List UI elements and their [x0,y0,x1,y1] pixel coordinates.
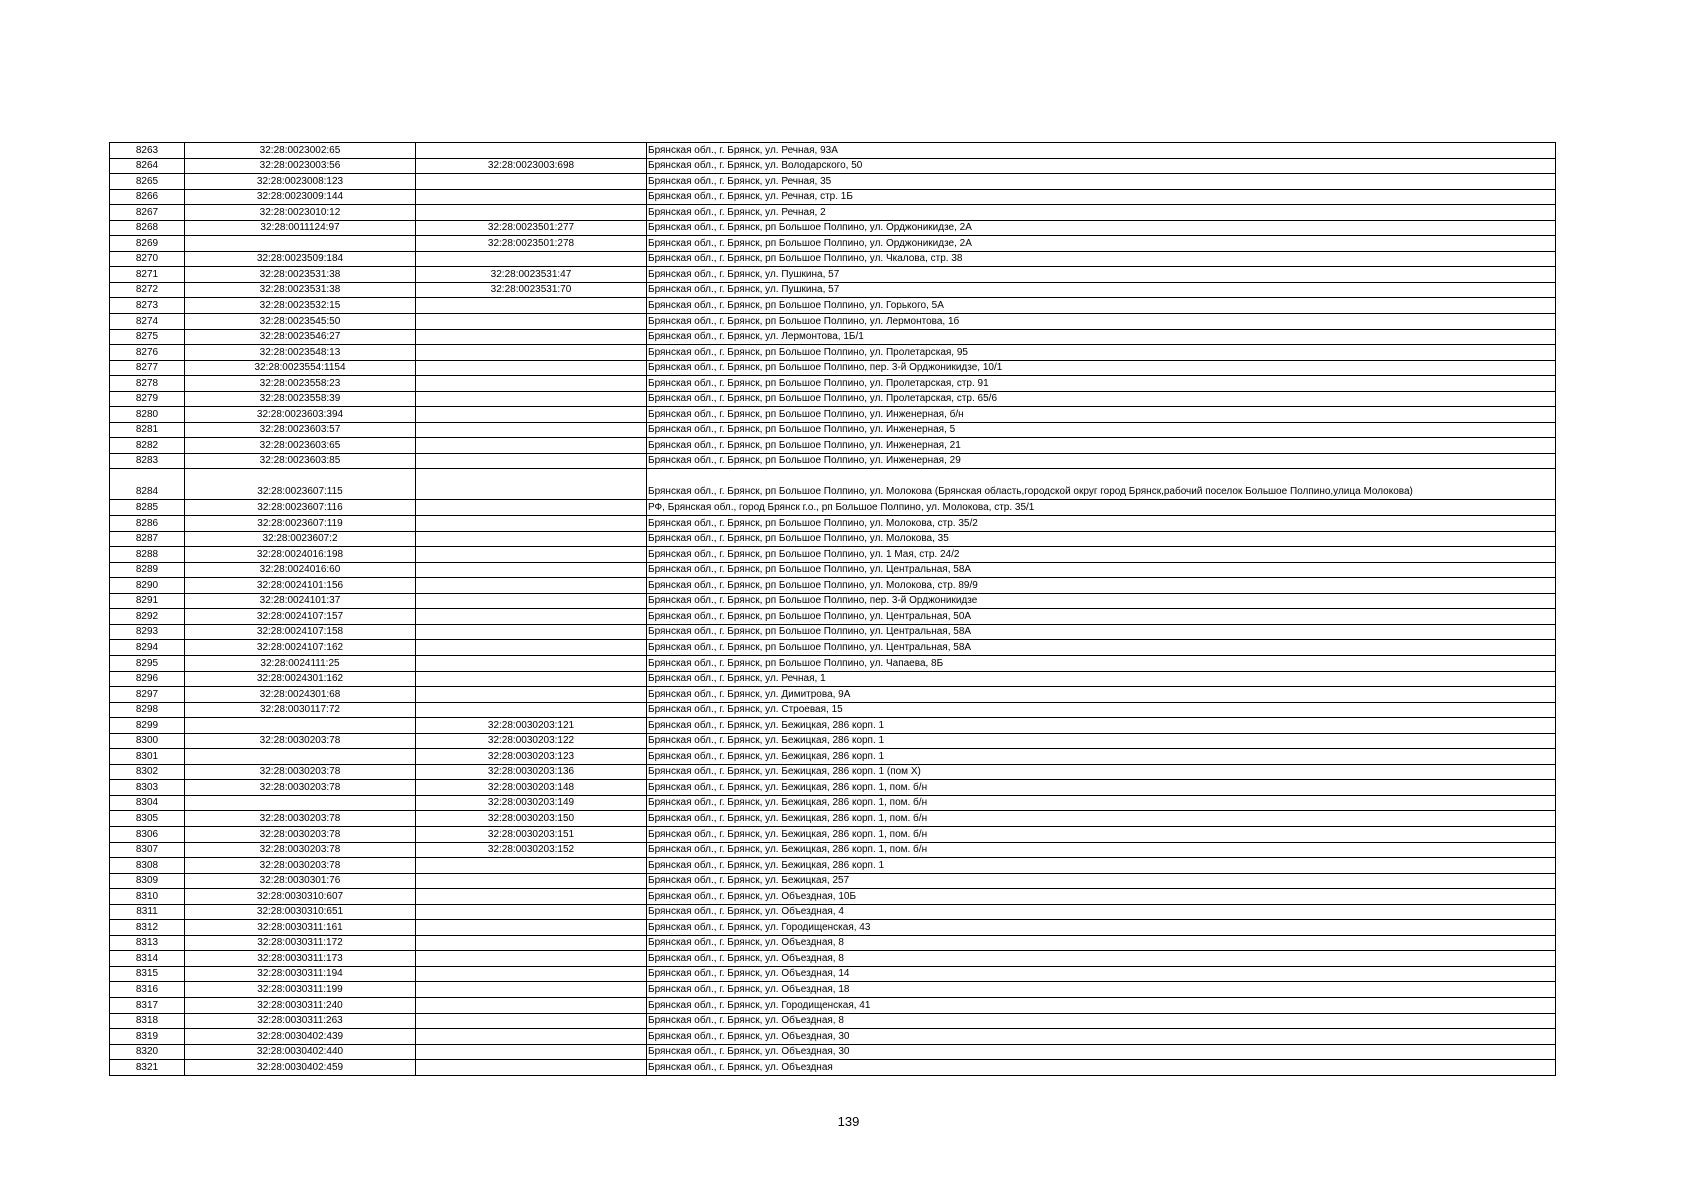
object-cadastral-number-cell [416,671,647,687]
table-row [110,562,1556,578]
cadastral-number-cell: 32:28:0023607:116 [185,500,416,516]
table-row [110,609,1556,625]
row-number-cell: 8295 [110,655,185,671]
table-row [110,733,1556,749]
cadastral-number-cell: 32:28:0030203:78 [185,842,416,858]
address-cell: Брянская обл., г. Брянск, рп Большое Полпино, ул. Чапаева, 8Б [647,655,1556,671]
table-row [110,453,1556,469]
address-cell: Брянская обл., г. Брянск, ул. Бежицкая, 286 корп. 1 [647,858,1556,874]
row-number-cell: 8284 [110,469,185,500]
table-row [110,345,1556,361]
table-row [110,469,1556,500]
row-number-cell: 8309 [110,873,185,889]
object-cadastral-number-cell [416,174,647,190]
table-row [110,422,1556,438]
object-cadastral-number-cell [416,143,647,159]
table-row [110,889,1556,905]
cadastral-number-cell: 32:28:0024101:156 [185,578,416,594]
address-cell: Брянская обл., г. Брянск, ул. Бежицкая, 286 корп. 1 (пом X) [647,764,1556,780]
object-cadastral-number-cell: 32:28:0030203:152 [416,842,647,858]
address-cell: Брянская обл., г. Брянск, рп Большое Полпино, ул. Центральная, 58А [647,640,1556,656]
address-cell: Брянская обл., г. Брянск, ул. Строевая, 15 [647,702,1556,718]
cadastral-number-cell: 32:28:0030402:440 [185,1044,416,1060]
row-number-cell: 8279 [110,391,185,407]
address-cell: Брянская обл., г. Брянск, рп Большое Полпино, ул. Пролетарская, стр. 91 [647,376,1556,392]
address-cell: Брянская обл., г. Брянск, рп Большое Полпино, ул. Инженерная, 21 [647,438,1556,454]
row-number-cell: 8286 [110,516,185,532]
cadastral-number-cell: 32:28:0023003:56 [185,158,416,174]
table-row [110,718,1556,734]
row-number-cell: 8289 [110,562,185,578]
table-row [110,873,1556,889]
address-cell: Брянская обл., г. Брянск, рп Большое Полпино, ул. Инженерная, 5 [647,422,1556,438]
page-number: 139 [837,1114,860,1129]
address-cell: Брянская обл., г. Брянск, ул. Речная, 1 [647,671,1556,687]
table-row [110,298,1556,314]
cadastral-number-cell: 32:28:0011124:97 [185,220,416,236]
table-row [110,935,1556,951]
address-cell: Брянская обл., г. Брянск, ул. Объездная, 30 [647,1029,1556,1045]
cadastral-number-cell: 32:28:0030402:459 [185,1060,416,1076]
object-cadastral-number-cell: 32:28:0023501:277 [416,220,647,236]
address-cell: Брянская обл., г. Брянск, рп Большое Полпино, пер. 3-й Орджоникидзе [647,593,1556,609]
row-number-cell: 8319 [110,1029,185,1045]
cadastral-number-cell: 32:28:0023009:144 [185,189,416,205]
object-cadastral-number-cell [416,1044,647,1060]
row-number-cell: 8296 [110,671,185,687]
cadastral-number-cell: 32:28:0023558:39 [185,391,416,407]
address-cell: Брянская обл., г. Брянск, рп Большое Полпино, ул. Центральная, 58А [647,562,1556,578]
table-row [110,858,1556,874]
object-cadastral-number-cell [416,547,647,563]
table-row [110,655,1556,671]
row-number-cell: 8308 [110,858,185,874]
cadastral-number-cell: 32:28:0023545:50 [185,314,416,330]
cadastral-number-cell: 32:28:0030310:607 [185,889,416,905]
table-row [110,811,1556,827]
object-cadastral-number-cell [416,376,647,392]
cadastral-number-cell: 32:28:0024107:157 [185,609,416,625]
address-cell: РФ, Брянская обл., город Брянск г.о., рп Большое Полпино, ул. Молокова, стр. 35/1 [647,500,1556,516]
object-cadastral-number-cell [416,593,647,609]
row-number-cell: 8313 [110,935,185,951]
row-number-cell: 8314 [110,951,185,967]
row-number-cell: 8278 [110,376,185,392]
object-cadastral-number-cell [416,655,647,671]
object-cadastral-number-cell [416,889,647,905]
row-number-cell: 8271 [110,267,185,283]
object-cadastral-number-cell [416,982,647,998]
address-cell: Брянская обл., г. Брянск, ул. Речная, 2 [647,205,1556,221]
row-number-cell: 8269 [110,236,185,252]
cadastral-number-cell: 32:28:0023558:23 [185,376,416,392]
cadastral-number-cell: 32:28:0023603:57 [185,422,416,438]
table-row [110,966,1556,982]
cadastral-number-cell: 32:28:0023546:27 [185,329,416,345]
object-cadastral-number-cell [416,997,647,1013]
cadastral-number-cell: 32:28:0023607:115 [185,469,416,500]
address-cell: Брянская обл., г. Брянск, ул. Бежицкая, 286 корп. 1, пом. б/н [647,826,1556,842]
table-row [110,764,1556,780]
row-number-cell: 8301 [110,749,185,765]
object-cadastral-number-cell [416,516,647,532]
row-number-cell: 8300 [110,733,185,749]
address-cell: Брянская обл., г. Брянск, ул. Городищенская, 41 [647,997,1556,1013]
object-cadastral-number-cell: 32:28:0030203:121 [416,718,647,734]
row-number-cell: 8292 [110,609,185,625]
cadastral-number-cell: 32:28:0024301:68 [185,687,416,703]
cadastral-number-cell: 32:28:0030402:439 [185,1029,416,1045]
table-row [110,189,1556,205]
cadastral-number-cell: 32:28:0024016:60 [185,562,416,578]
object-cadastral-number-cell [416,858,647,874]
object-cadastral-number-cell [416,531,647,547]
cadastral-number-cell: 32:28:0023509:184 [185,251,416,267]
address-cell: Брянская обл., г. Брянск, ул. Володарского, 50 [647,158,1556,174]
object-cadastral-number-cell [416,345,647,361]
row-number-cell: 8276 [110,345,185,361]
row-number-cell: 8318 [110,1013,185,1029]
cadastral-number-cell: 32:28:0023008:123 [185,174,416,190]
cadastral-number-cell [185,795,416,811]
row-number-cell: 8294 [110,640,185,656]
address-cell: Брянская обл., г. Брянск, ул. Объездная, 18 [647,982,1556,998]
row-number-cell: 8277 [110,360,185,376]
object-cadastral-number-cell [416,578,647,594]
cadastral-number-cell: 32:28:0030311:194 [185,966,416,982]
object-cadastral-number-cell [416,314,647,330]
row-number-cell: 8275 [110,329,185,345]
address-cell: Брянская обл., г. Брянск, ул. Пушкина, 57 [647,267,1556,283]
table-row [110,920,1556,936]
address-cell: Брянская обл., г. Брянск, рп Большое Полпино, ул. Молокова, 35 [647,531,1556,547]
registry-table [109,142,1556,1076]
object-cadastral-number-cell [416,453,647,469]
row-number-cell: 8311 [110,904,185,920]
cadastral-number-cell [185,749,416,765]
object-cadastral-number-cell [416,687,647,703]
row-number-cell: 8299 [110,718,185,734]
row-number-cell: 8281 [110,422,185,438]
cadastral-number-cell: 32:28:0030311:199 [185,982,416,998]
cadastral-number-cell: 32:28:0030203:78 [185,858,416,874]
object-cadastral-number-cell [416,966,647,982]
row-number-cell: 8264 [110,158,185,174]
row-number-cell: 8307 [110,842,185,858]
table-row [110,516,1556,532]
cadastral-number-cell: 32:28:0024111:25 [185,655,416,671]
address-cell: Брянская обл., г. Брянск, ул. Бежицкая, 286 корп. 1, пом. б/н [647,780,1556,796]
address-cell: Брянская обл., г. Брянск, ул. Бежицкая, 286 корп. 1 [647,733,1556,749]
table-row [110,1029,1556,1045]
cadastral-number-cell: 32:28:0030311:173 [185,951,416,967]
cadastral-number-cell: 32:28:0023532:15 [185,298,416,314]
row-number-cell: 8312 [110,920,185,936]
table-row [110,997,1556,1013]
cadastral-number-cell: 32:28:0030203:78 [185,780,416,796]
row-number-cell: 8290 [110,578,185,594]
table-row [110,951,1556,967]
table-row [110,702,1556,718]
address-cell: Брянская обл., г. Брянск, ул. Бежицкая, 286 корп. 1 [647,718,1556,734]
row-number-cell: 8280 [110,407,185,423]
row-number-cell: 8274 [110,314,185,330]
row-number-cell: 8298 [110,702,185,718]
address-cell: Брянская обл., г. Брянск, рп Большое Полпино, ул. Чкалова, стр. 38 [647,251,1556,267]
cadastral-number-cell: 32:28:0023531:38 [185,267,416,283]
table-row [110,158,1556,174]
table-row [110,842,1556,858]
table-row [110,1044,1556,1060]
table-row [110,376,1556,392]
object-cadastral-number-cell [416,624,647,640]
table-row [110,438,1556,454]
table-row [110,143,1556,159]
address-cell: Брянская обл., г. Брянск, рп Большое Полпино, пер. 3-й Орджоникидзе, 10/1 [647,360,1556,376]
address-cell: Брянская обл., г. Брянск, ул. Речная, 35 [647,174,1556,190]
address-cell: Брянская обл., г. Брянск, рп Большое Полпино, ул. Молокова, стр. 35/2 [647,516,1556,532]
table-row [110,780,1556,796]
address-cell: Брянская обл., г. Брянск, ул. Объездная, 14 [647,966,1556,982]
object-cadastral-number-cell [416,422,647,438]
object-cadastral-number-cell [416,205,647,221]
object-cadastral-number-cell: 32:28:0030203:122 [416,733,647,749]
object-cadastral-number-cell [416,873,647,889]
row-number-cell: 8315 [110,966,185,982]
table-row [110,205,1556,221]
table-row [110,267,1556,283]
row-number-cell: 8283 [110,453,185,469]
cadastral-number-cell: 32:28:0024016:198 [185,547,416,563]
row-number-cell: 8316 [110,982,185,998]
table-row [110,391,1556,407]
table-row [110,1013,1556,1029]
address-cell: Брянская обл., г. Брянск, ул. Бежицкая, 257 [647,873,1556,889]
table-row [110,749,1556,765]
row-number-cell: 8285 [110,500,185,516]
cadastral-number-cell: 32:28:0030310:651 [185,904,416,920]
object-cadastral-number-cell: 32:28:0030203:123 [416,749,647,765]
object-cadastral-number-cell [416,298,647,314]
cadastral-number-cell: 32:28:0030311:161 [185,920,416,936]
address-cell: Брянская обл., г. Брянск, рп Большое Полпино, ул. Пролетарская, стр. 65/6 [647,391,1556,407]
object-cadastral-number-cell [416,329,647,345]
cadastral-number-cell: 32:28:0030301:76 [185,873,416,889]
table-row [110,795,1556,811]
address-cell: Брянская обл., г. Брянск, ул. Объездная [647,1060,1556,1076]
row-number-cell: 8267 [110,205,185,221]
cadastral-number-cell: 32:28:0030311:240 [185,997,416,1013]
cadastral-number-cell: 32:28:0023607:2 [185,531,416,547]
object-cadastral-number-cell: 32:28:0030203:148 [416,780,647,796]
row-number-cell: 8287 [110,531,185,547]
object-cadastral-number-cell: 32:28:0030203:136 [416,764,647,780]
cadastral-number-cell: 32:28:0023548:13 [185,345,416,361]
object-cadastral-number-cell: 32:28:0023501:278 [416,236,647,252]
row-number-cell: 8270 [110,251,185,267]
registry-table-body [110,143,1556,1076]
address-cell: Брянская обл., г. Брянск, ул. Бежицкая, 286 корп. 1, пом. б/н [647,842,1556,858]
address-cell: Брянская обл., г. Брянск, ул. Объездная, 8 [647,1013,1556,1029]
table-row [110,360,1556,376]
table-row [110,593,1556,609]
table-row [110,578,1556,594]
address-cell: Брянская обл., г. Брянск, ул. Бежицкая, 286 корп. 1 [647,749,1556,765]
address-cell: Брянская обл., г. Брянск, рп Большое Полпино, ул. Горького, 5А [647,298,1556,314]
row-number-cell: 8265 [110,174,185,190]
table-row [110,251,1556,267]
row-number-cell: 8304 [110,795,185,811]
address-cell: Брянская обл., г. Брянск, рп Большое Полпино, ул. Центральная, 58А [647,624,1556,640]
row-number-cell: 8263 [110,143,185,159]
cadastral-number-cell: 32:28:0023603:85 [185,453,416,469]
row-number-cell: 8268 [110,220,185,236]
object-cadastral-number-cell [416,951,647,967]
address-cell: Брянская обл., г. Брянск, рп Большое Полпино, ул. Инженерная, б/н [647,407,1556,423]
table-row [110,904,1556,920]
address-cell: Брянская обл., г. Брянск, рп Большое Полпино, ул. Орджоникидзе, 2А [647,236,1556,252]
object-cadastral-number-cell: 32:28:0030203:150 [416,811,647,827]
object-cadastral-number-cell: 32:28:0030203:149 [416,795,647,811]
object-cadastral-number-cell [416,1029,647,1045]
object-cadastral-number-cell [416,438,647,454]
cadastral-number-cell: 32:28:0030117:72 [185,702,416,718]
address-cell: Брянская обл., г. Брянск, ул. Объездная, 4 [647,904,1556,920]
object-cadastral-number-cell: 32:28:0023531:70 [416,282,647,298]
table-row [110,826,1556,842]
table-row [110,329,1556,345]
address-cell: Брянская обл., г. Брянск, ул. Объездная, 30 [647,1044,1556,1060]
object-cadastral-number-cell [416,407,647,423]
address-cell: Брянская обл., г. Брянск, ул. Лермонтова, 1Б/1 [647,329,1556,345]
row-number-cell: 8305 [110,811,185,827]
object-cadastral-number-cell: 32:28:0023531:47 [416,267,647,283]
cadastral-number-cell: 32:28:0024107:158 [185,624,416,640]
row-number-cell: 8288 [110,547,185,563]
object-cadastral-number-cell [416,1060,647,1076]
address-cell: Брянская обл., г. Брянск, ул. Объездная, 10Б [647,889,1556,905]
table-row [110,314,1556,330]
table-row [110,624,1556,640]
address-cell: Брянская обл., г. Брянск, ул. Бежицкая, 286 корп. 1, пом. б/н [647,811,1556,827]
cadastral-number-cell: 32:28:0030203:78 [185,733,416,749]
cadastral-number-cell [185,236,416,252]
object-cadastral-number-cell [416,189,647,205]
address-cell: Брянская обл., г. Брянск, рп Большое Полпино, ул. Орджоникидзе, 2А [647,220,1556,236]
table-row [110,407,1556,423]
row-number-cell: 8272 [110,282,185,298]
address-cell: Брянская обл., г. Брянск, ул. Городищенская, 43 [647,920,1556,936]
table-row [110,982,1556,998]
table-row [110,220,1556,236]
cadastral-number-cell: 32:28:0030203:78 [185,826,416,842]
table-row [110,687,1556,703]
table-row [110,671,1556,687]
address-cell: Брянская обл., г. Брянск, рп Большое Полпино, ул. Пролетарская, 95 [647,345,1556,361]
row-number-cell: 8321 [110,1060,185,1076]
object-cadastral-number-cell: 32:28:0023003:698 [416,158,647,174]
row-number-cell: 8266 [110,189,185,205]
address-cell: Брянская обл., г. Брянск, рп Большое Полпино, ул. 1 Мая, стр. 24/2 [647,547,1556,563]
row-number-cell: 8291 [110,593,185,609]
table-row [110,500,1556,516]
row-number-cell: 8293 [110,624,185,640]
table-row [110,640,1556,656]
row-number-cell: 8306 [110,826,185,842]
table-row [110,1060,1556,1076]
address-cell: Брянская обл., г. Брянск, рп Большое Полпино, ул. Лермонтова, 1б [647,314,1556,330]
object-cadastral-number-cell [416,702,647,718]
cadastral-number-cell: 32:28:0030203:78 [185,764,416,780]
row-number-cell: 8282 [110,438,185,454]
address-cell: Брянская обл., г. Брянск, ул. Речная, 93А [647,143,1556,159]
cadastral-number-cell [185,718,416,734]
object-cadastral-number-cell [416,360,647,376]
row-number-cell: 8273 [110,298,185,314]
cadastral-number-cell: 32:28:0030311:172 [185,935,416,951]
address-cell: Брянская обл., г. Брянск, рп Большое Полпино, ул. Центральная, 50А [647,609,1556,625]
cadastral-number-cell: 32:28:0023607:119 [185,516,416,532]
address-cell: Брянская обл., г. Брянск, рп Большое Полпино, ул. Инженерная, 29 [647,453,1556,469]
row-number-cell: 8320 [110,1044,185,1060]
address-cell: Брянская обл., г. Брянск, ул. Димитрова, 9А [647,687,1556,703]
address-cell: Брянская обл., г. Брянск, рп Большое Полпино, ул. Молокова (Брянская область,городской округ город Брянск,рабочий поселок Большое Полпино,улица Молокова) [647,469,1556,500]
cadastral-number-cell: 32:28:0023554:1154 [185,360,416,376]
row-number-cell: 8302 [110,764,185,780]
object-cadastral-number-cell [416,609,647,625]
row-number-cell: 8303 [110,780,185,796]
cadastral-number-cell: 32:28:0023603:65 [185,438,416,454]
table-row [110,236,1556,252]
address-cell: Брянская обл., г. Брянск, рп Большое Полпино, ул. Молокова, стр. 89/9 [647,578,1556,594]
row-number-cell: 8297 [110,687,185,703]
cadastral-number-cell: 32:28:0023010:12 [185,205,416,221]
cadastral-number-cell: 32:28:0023002:65 [185,143,416,159]
object-cadastral-number-cell [416,920,647,936]
cadastral-number-cell: 32:28:0024301:162 [185,671,416,687]
cadastral-number-cell: 32:28:0023603:394 [185,407,416,423]
object-cadastral-number-cell [416,904,647,920]
object-cadastral-number-cell: 32:28:0030203:151 [416,826,647,842]
cadastral-number-cell: 32:28:0030311:263 [185,1013,416,1029]
address-cell: Брянская обл., г. Брянск, ул. Пушкина, 57 [647,282,1556,298]
object-cadastral-number-cell [416,469,647,500]
address-cell: Брянская обл., г. Брянск, ул. Речная, стр. 1Б [647,189,1556,205]
cadastral-number-cell: 32:28:0024101:37 [185,593,416,609]
object-cadastral-number-cell [416,500,647,516]
object-cadastral-number-cell [416,1013,647,1029]
address-cell: Брянская обл., г. Брянск, ул. Объездная, 8 [647,935,1556,951]
table-row [110,174,1556,190]
table-row [110,547,1556,563]
address-cell: Брянская обл., г. Брянск, ул. Объездная, 8 [647,951,1556,967]
row-number-cell: 8317 [110,997,185,1013]
object-cadastral-number-cell [416,562,647,578]
object-cadastral-number-cell [416,640,647,656]
table-row [110,531,1556,547]
cadastral-number-cell: 32:28:0024107:162 [185,640,416,656]
object-cadastral-number-cell [416,935,647,951]
table-row [110,282,1556,298]
address-cell: Брянская обл., г. Брянск, ул. Бежицкая, 286 корп. 1, пом. б/н [647,795,1556,811]
cadastral-number-cell: 32:28:0023531:38 [185,282,416,298]
row-number-cell: 8310 [110,889,185,905]
object-cadastral-number-cell [416,251,647,267]
cadastral-number-cell: 32:28:0030203:78 [185,811,416,827]
object-cadastral-number-cell [416,391,647,407]
